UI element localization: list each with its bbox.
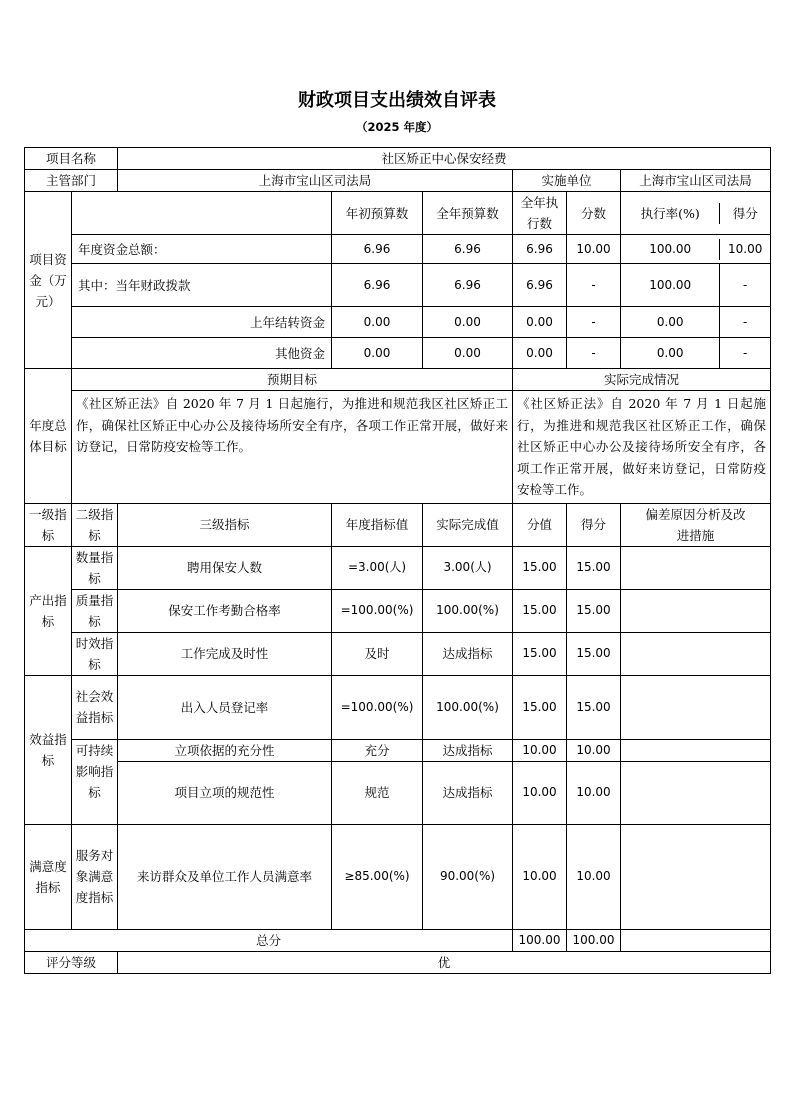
ind-header-target: 年度指标值 xyxy=(332,503,423,546)
level2: 社会效益指标 xyxy=(72,675,118,739)
level3: 出入人员登记率 xyxy=(118,675,332,739)
year-subtitle: （2025 年度） xyxy=(355,120,438,134)
ind-header-l2: 二级指标 xyxy=(72,503,118,546)
indicator-row xyxy=(25,824,771,929)
ind-header-l1: 一级指标 xyxy=(25,503,72,546)
fund-rate-wrap xyxy=(621,307,771,338)
score: 15.00 xyxy=(567,675,621,739)
funds-header-subtable xyxy=(621,203,770,224)
fund-row-label: 上年结转资金 xyxy=(72,307,332,338)
score: 10.00 xyxy=(567,761,621,824)
fund-row-label: 年度资金总额： xyxy=(72,235,332,264)
target: 充分 xyxy=(332,739,423,761)
funds-header-score: 得分 xyxy=(732,205,758,221)
fund-executed: 6.96 xyxy=(513,264,567,307)
indicator-row xyxy=(25,632,771,675)
fund-score: 10.00 xyxy=(728,241,763,256)
fund-rate-wrap xyxy=(621,235,771,264)
note xyxy=(621,632,771,675)
funds-label: 项目资金（万元） xyxy=(25,192,72,369)
impl-label: 实施单位 xyxy=(513,170,621,192)
level3: 立项依据的充分性 xyxy=(118,739,332,761)
total-label: 总分 xyxy=(25,929,513,951)
fund-rate: 100.00 xyxy=(621,264,720,306)
ind-header-actual: 实际完成值 xyxy=(423,503,513,546)
dept-value: 上海市宝山区司法局 xyxy=(118,170,513,192)
fund-annual: 6.96 xyxy=(423,235,513,264)
fund-row xyxy=(25,235,771,264)
fund-row-label: 其他资金 xyxy=(72,338,332,369)
target: =100.00(%) xyxy=(332,589,423,632)
fund-points: - xyxy=(567,264,621,307)
total-score: 100.00 xyxy=(567,929,621,951)
weight: 10.00 xyxy=(513,824,567,929)
fund-points: - xyxy=(567,338,621,369)
target: =100.00(%) xyxy=(332,675,423,739)
weight: 15.00 xyxy=(513,546,567,589)
fund-executed: 6.96 xyxy=(513,235,567,264)
funds-header-points: 分数 xyxy=(567,192,621,235)
total-weight: 100.00 xyxy=(513,929,567,951)
fund-rate: 0.00 xyxy=(621,307,720,337)
fund-subtable xyxy=(621,264,770,306)
level2: 时效指标 xyxy=(72,632,118,675)
fund-row-label: 其中：当年财政拨款 xyxy=(72,264,332,307)
note xyxy=(621,675,771,739)
indicator-row xyxy=(25,739,771,761)
level2: 服务对象满意度指标 xyxy=(72,824,118,929)
note xyxy=(621,589,771,632)
target: 规范 xyxy=(332,761,423,824)
fund-initial: 0.00 xyxy=(332,338,423,369)
fund-annual: 0.00 xyxy=(423,307,513,338)
actual: 100.00(%) xyxy=(423,675,513,739)
total-note xyxy=(621,929,771,951)
level2: 质量指标 xyxy=(72,589,118,632)
fund-initial: 6.96 xyxy=(332,235,423,264)
target: 及时 xyxy=(332,632,423,675)
goals-actual-label: 实际完成情况 xyxy=(513,369,771,391)
fund-annual: 0.00 xyxy=(423,338,513,369)
grade-label: 评分等级 xyxy=(25,951,118,973)
indicator-row xyxy=(25,546,771,589)
funds-header-executed: 全年执行数 xyxy=(513,192,567,235)
fund-points: - xyxy=(567,307,621,338)
indicator-row xyxy=(25,761,771,824)
ind-header-note: 偏差原因分析及改进措施 xyxy=(621,503,771,546)
target: ≥85.00(%) xyxy=(332,824,423,929)
score: 10.00 xyxy=(567,824,621,929)
project-name: 社区矫正中心保安经费 xyxy=(118,148,771,170)
project-name-label: 项目名称 xyxy=(25,148,118,170)
score: 15.00 xyxy=(567,546,621,589)
fund-score: - xyxy=(743,345,748,360)
dept-label: 主管部门 xyxy=(25,170,118,192)
level3: 项目立项的规范性 xyxy=(118,761,332,824)
weight: 15.00 xyxy=(513,675,567,739)
note xyxy=(621,546,771,589)
score: 15.00 xyxy=(567,589,621,632)
actual: 达成指标 xyxy=(423,632,513,675)
grade-value: 优 xyxy=(118,951,771,973)
fund-points: 10.00 xyxy=(567,235,621,264)
fund-initial: 6.96 xyxy=(332,264,423,307)
fund-row xyxy=(25,307,771,338)
actual: 90.00(%) xyxy=(423,824,513,929)
level2: 可持续影响指标 xyxy=(72,739,118,824)
weight: 15.00 xyxy=(513,589,567,632)
level3: 来访群众及单位工作人员满意率 xyxy=(118,824,332,929)
indicator-row xyxy=(25,589,771,632)
score: 15.00 xyxy=(567,632,621,675)
goals-expected-label: 预期目标 xyxy=(72,369,513,391)
ind-header-weight: 分值 xyxy=(513,503,567,546)
fund-row xyxy=(25,264,771,307)
note xyxy=(621,824,771,929)
level2: 数量指标 xyxy=(72,546,118,589)
indicator-row xyxy=(25,675,771,739)
fund-score: - xyxy=(743,314,748,329)
funds-header-rate: 执行率(%) xyxy=(621,203,720,224)
ind-header-score: 得分 xyxy=(567,503,621,546)
fund-rate-wrap xyxy=(621,264,771,307)
score: 10.00 xyxy=(567,739,621,761)
level3: 工作完成及时性 xyxy=(118,632,332,675)
level3: 保安工作考勤合格率 xyxy=(118,589,332,632)
fund-subtable xyxy=(621,307,770,337)
fund-row xyxy=(25,338,771,369)
fund-initial: 0.00 xyxy=(332,307,423,338)
actual: 100.00(%) xyxy=(423,589,513,632)
note xyxy=(621,739,771,761)
funds-header-rate-wrap xyxy=(621,192,771,235)
goals-expected-text: 《社区矫正法》自 2020 年 7 月 1 日起施行，为推进和规范我区社区矫正工作，确保社区矫正中心办公及接待场所安全有序，各项工作正常开展，做好来访登记，日常防疫安检等工作。 xyxy=(72,391,513,504)
actual: 达成指标 xyxy=(423,739,513,761)
ind-header-l3: 三级指标 xyxy=(118,503,332,546)
fund-rate: 100.00 xyxy=(621,239,720,260)
actual: 达成指标 xyxy=(423,761,513,824)
fund-executed: 0.00 xyxy=(513,338,567,369)
funds-header-initial: 年初预算数 xyxy=(332,192,423,235)
level1-output: 产出指标 xyxy=(25,546,72,675)
fund-annual: 6.96 xyxy=(423,264,513,307)
self-evaluation-table xyxy=(24,147,771,974)
page-title: 财政项目支出绩效自评表 xyxy=(298,90,496,111)
level1-effect: 效益指标 xyxy=(25,675,72,824)
fund-subtable xyxy=(621,239,770,260)
goals-actual-text: 《社区矫正法》自 2020 年 7 月 1 日起施行，为推进和规范我区社区矫正工作，确保社区矫正中心办公及接待场所安全有序，各项工作正常开展，做好来访登记，日常防疫安检等工作。 xyxy=(513,391,771,504)
fund-score: - xyxy=(743,277,748,292)
level3: 聘用保安人数 xyxy=(118,546,332,589)
weight: 10.00 xyxy=(513,761,567,824)
impl-value: 上海市宝山区司法局 xyxy=(621,170,771,192)
fund-rate-wrap xyxy=(621,338,771,369)
weight: 10.00 xyxy=(513,739,567,761)
fund-executed: 0.00 xyxy=(513,307,567,338)
funds-header-annual: 全年预算数 xyxy=(423,192,513,235)
fund-rate: 0.00 xyxy=(621,338,720,368)
weight: 15.00 xyxy=(513,632,567,675)
fund-subtable xyxy=(621,338,770,368)
target: =3.00(人) xyxy=(332,546,423,589)
funds-header-blank xyxy=(72,192,332,235)
goals-label: 年度总体目标 xyxy=(25,369,72,504)
level1-satisfaction: 满意度指标 xyxy=(25,824,72,929)
actual: 3.00(人) xyxy=(423,546,513,589)
note xyxy=(621,761,771,824)
